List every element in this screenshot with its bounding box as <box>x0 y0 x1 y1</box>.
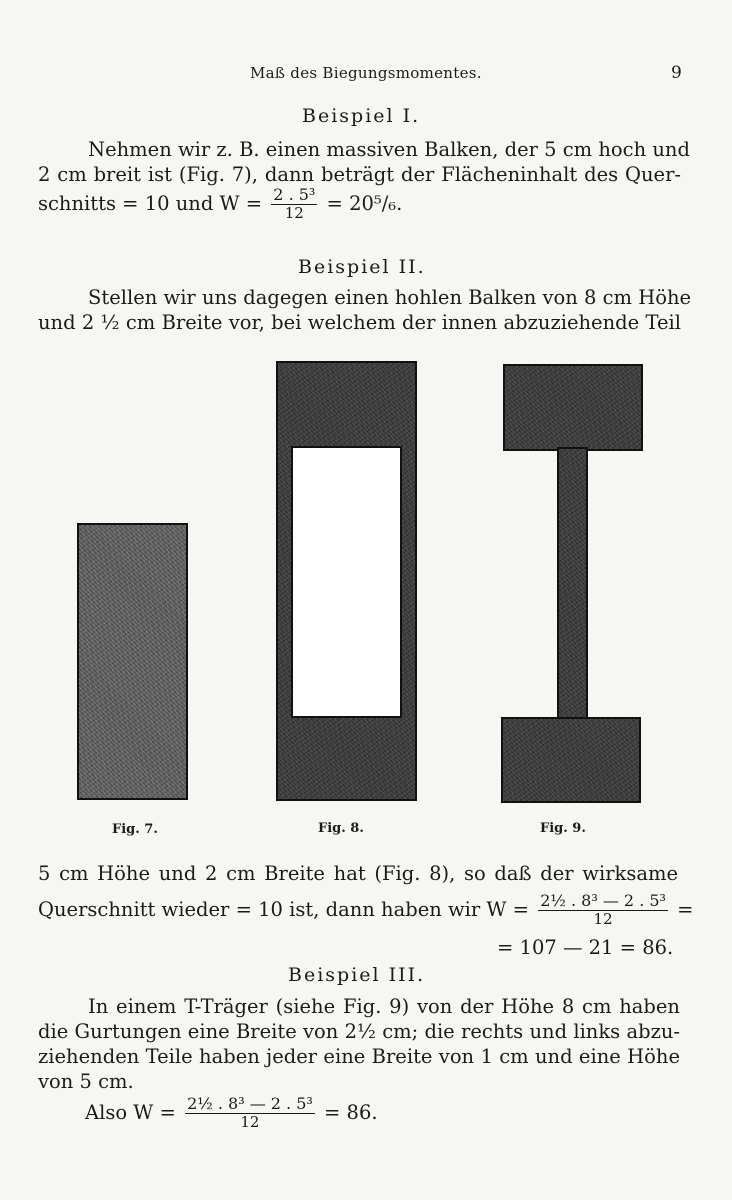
formula-3-prefix: Also W = <box>85 1100 176 1124</box>
paragraph-4-line-1: In einem T-Träger (siehe Fig. 9) von der Höhe 8 cm haben <box>88 995 680 1018</box>
formula-1-numerator: 2 . 5³ <box>273 185 316 204</box>
paragraph-1-line-2: 2 cm breit ist (Fig. 7), dann beträgt der Flächeninhalt des Quer- <box>38 163 681 186</box>
formula-2-prefix: Querschnitt wieder = 10 ist, dann haben wir W = <box>38 897 530 921</box>
formula-3-suffix: = 86. <box>324 1100 378 1124</box>
figure-7-solid-beam <box>77 523 188 800</box>
heading-beispiel-1: Beispiel I. <box>302 105 421 127</box>
formula-1-fraction <box>271 187 317 222</box>
formula-2-suffix: = <box>677 897 694 921</box>
formula-2 <box>38 893 694 928</box>
figure-9-web <box>557 447 588 721</box>
formula-3-numerator: 2½ . 8³ — 2 . 5³ <box>187 1094 313 1113</box>
formula-2-denominator: 12 <box>593 909 613 928</box>
formula-3-denominator: 12 <box>240 1112 260 1131</box>
paragraph-4-line-2: die Gurtungen eine Breite von 2½ cm; die rechts und links abzu- <box>38 1020 680 1043</box>
figure-9-top-flange <box>503 364 643 451</box>
formula-1-suffix: = 20⁵/₆. <box>326 191 403 215</box>
page-number: 9 <box>671 63 682 83</box>
figure-7-label: Fig. 7. <box>112 822 158 837</box>
formula-3-fraction <box>185 1096 315 1131</box>
figure-9-bottom-flange <box>501 717 641 803</box>
formula-2-fraction <box>538 893 668 928</box>
heading-beispiel-2: Beispiel II. <box>298 256 426 278</box>
figure-8-hollow-core <box>291 446 402 718</box>
paragraph-4-line-4: von 5 cm. <box>38 1070 134 1093</box>
formula-3 <box>85 1096 378 1131</box>
formula-1 <box>38 187 402 222</box>
running-header: Maß des Biegungsmomentes. <box>250 64 482 82</box>
paragraph-2-line-1: Stellen wir uns dagegen einen hohlen Balken von 8 cm Höhe <box>88 286 692 309</box>
formula-2-numerator: 2½ . 8³ — 2 . 5³ <box>540 891 666 910</box>
heading-beispiel-3: Beispiel III. <box>288 964 426 986</box>
paragraph-4-line-3: ziehenden Teile haben jeder eine Breite von 1 cm und eine Höhe <box>38 1045 680 1068</box>
paragraph-1-line-1: Nehmen wir z. B. einen massiven Balken, der 5 cm hoch und <box>88 138 690 161</box>
figure-8-label: Fig. 8. <box>318 821 364 836</box>
formula-1-denominator: 12 <box>284 203 304 222</box>
paragraph-2-line-2: und 2 ½ cm Breite vor, bei welchem der innen abzuziehende Teil <box>38 311 681 334</box>
figure-9-label: Fig. 9. <box>540 821 586 836</box>
paragraph-3-line-1: 5 cm Höhe und 2 cm Breite hat (Fig. 8), so daß der wirksame <box>38 862 678 885</box>
formula-1-prefix: schnitts = 10 und W = <box>38 191 263 215</box>
formula-2-result: = 107 — 21 = 86. <box>497 936 674 959</box>
